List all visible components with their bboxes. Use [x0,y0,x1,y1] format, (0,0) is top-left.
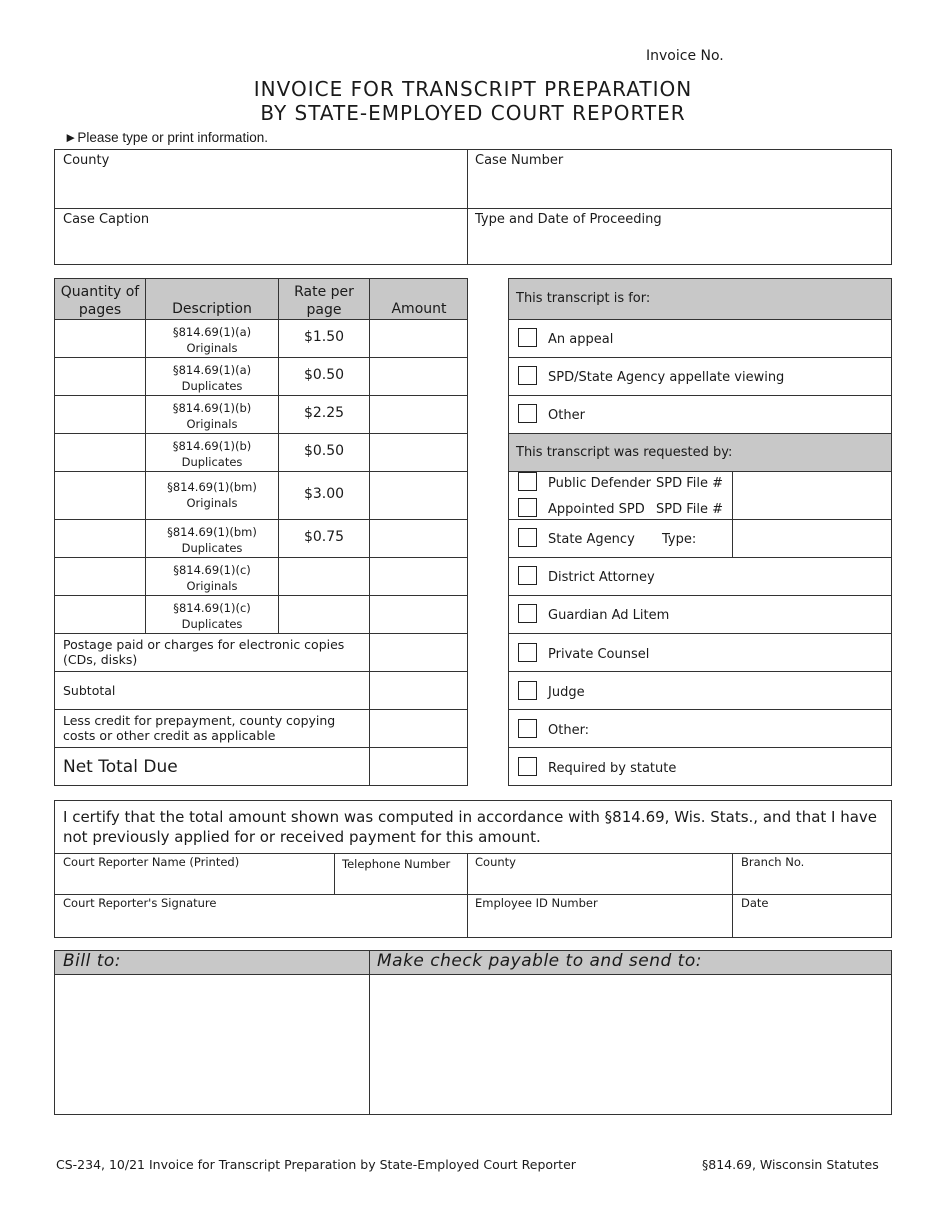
payable-to-label: Make check payable to and send to: [377,951,702,971]
appeal-checkbox[interactable] [518,328,537,347]
county-field[interactable]: County [63,153,110,168]
case-caption-field[interactable]: Case Caption [63,212,150,227]
subtotal-label: Subtotal [63,683,116,698]
purpose-other-label: Other [548,408,585,423]
rate-header: Rate per page [294,284,354,318]
charge-row-2-rate: $0.50 [303,367,345,383]
quantity-header: Quantity of pages [60,284,140,318]
state-agency-type-label: Type: [662,532,697,547]
case-number-field[interactable]: Case Number [475,153,564,168]
statute-footer: §814.69, Wisconsin Statutes [702,1157,879,1172]
charge-row-5-description: §814.69(1)(bm) Originals [167,480,257,510]
appeal-label: An appeal [548,332,614,347]
private-counsel-label: Private Counsel [548,647,650,662]
district-attorney-checkbox[interactable] [518,566,537,585]
purpose-header: This transcript is for: [516,291,651,306]
invoice-number-label: Invoice No. [646,48,724,64]
bill-to-field[interactable] [56,976,368,1113]
spd-viewing-checkbox[interactable] [518,366,537,385]
date-field[interactable]: Date [741,896,769,910]
reporter-name-field[interactable]: Court Reporter Name (Printed) [63,855,240,869]
judge-label: Judge [548,685,585,700]
certification-statement: I certify that the total amount shown was computed in accordance with §814.69, Wis. Stats., and that I have not previously applied for or received payment for this amount. [63,808,878,846]
charge-row-6-description: §814.69(1)(bm) Duplicates [167,525,257,555]
branch-number-field[interactable]: Branch No. [741,855,805,869]
purpose-other-checkbox[interactable] [518,404,537,423]
charge-row-6-rate: $0.75 [303,529,345,545]
amount-header: Amount [391,301,447,317]
instruction-text: ►Please type or print information. [64,130,268,145]
public-defender-label: Public Defender [548,476,652,491]
reporter-county-field[interactable]: County [475,855,516,869]
requested-other-checkbox[interactable] [518,719,537,738]
charge-row-3-rate: $2.25 [303,405,345,421]
spd-viewing-label: SPD/State Agency appellate viewing [548,370,785,385]
case-info-box [54,149,892,265]
requested-by-header: This transcript was requested by: [516,445,733,460]
appointed-spd-label: Appointed SPD [548,502,645,517]
required-by-statute-label: Required by statute [548,761,677,776]
description-header: Description [172,301,252,317]
charge-row-4-description: §814.69(1)(b) Duplicates [172,439,252,469]
charge-row-1-description: §814.69(1)(a) Originals [172,325,252,355]
telephone-field[interactable]: Telephone Number [342,857,451,871]
proceeding-field[interactable]: Type and Date of Proceeding [475,212,662,227]
guardian-ad-litem-checkbox[interactable] [518,604,537,623]
credit-label: Less credit for prepayment, county copying costs or other credit as applicable [63,713,336,743]
charge-row-1-rate: $1.50 [303,329,345,345]
bill-to-label: Bill to: [63,951,122,971]
charge-row-8-description: §814.69(1)(c) Duplicates [173,601,251,631]
appointed-spd-checkbox[interactable] [518,498,537,517]
form-title-line2: BY STATE-EMPLOYED COURT REPORTER [260,101,686,125]
public-defender-file-label: SPD File # [656,476,724,491]
form-title-line1: INVOICE FOR TRANSCRIPT PREPARATION [253,77,693,101]
form-id-footer: CS-234, 10/21 Invoice for Transcript Preparation by State-Employed Court Reporter [56,1157,576,1172]
payable-to-field[interactable] [371,976,890,1113]
state-agency-checkbox[interactable] [518,528,537,547]
signature-field[interactable]: Court Reporter's Signature [63,896,217,910]
charge-row-3-description: §814.69(1)(b) Originals [172,401,252,431]
district-attorney-label: District Attorney [548,570,655,585]
state-agency-label: State Agency [548,532,635,547]
postage-label: Postage paid or charges for electronic copies (CDs, disks) [63,637,345,667]
employee-id-field[interactable]: Employee ID Number [475,896,598,910]
judge-checkbox[interactable] [518,681,537,700]
charge-row-4-rate: $0.50 [303,443,345,459]
charge-row-2-description: §814.69(1)(a) Duplicates [172,363,252,393]
guardian-ad-litem-label: Guardian Ad Litem [548,608,670,623]
requested-other-label: Other: [548,723,590,738]
private-counsel-checkbox[interactable] [518,643,537,662]
net-total-label: Net Total Due [63,757,178,777]
charge-row-5-rate: $3.00 [303,486,345,502]
public-defender-checkbox[interactable] [518,472,537,491]
charge-row-7-description: §814.69(1)(c) Originals [173,563,251,593]
required-by-statute-checkbox[interactable] [518,757,537,776]
appointed-spd-file-label: SPD File # [656,502,724,517]
